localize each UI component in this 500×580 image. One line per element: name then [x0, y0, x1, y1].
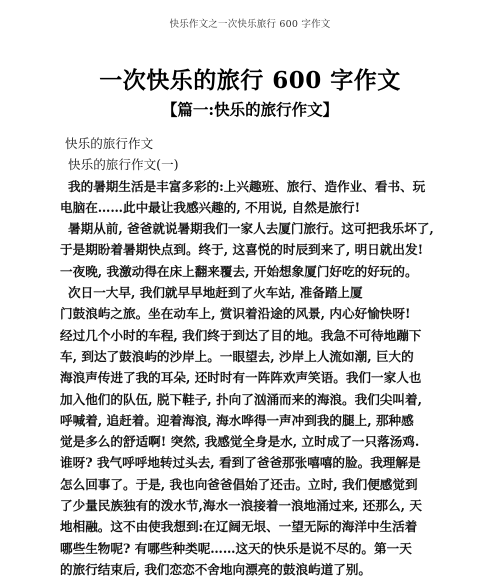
body-line: 哪些生物呢? 有哪些种类呢……这天的快乐是说不尽的。第一天: [60, 540, 412, 556]
body-line: 暑期从前, 爸爸就说暑期我们一家人去厦门旅行。这可把我乐坏了,: [68, 221, 434, 237]
body-line: 快乐的旅行作文(一): [68, 157, 179, 173]
body-line: 于是期盼着暑期快点到。终于, 这喜悦的时辰到来了, 明日就出发!: [60, 242, 424, 258]
body-line: 电脑在……此中最让我感兴趣的, 不用说, 自然是旅行!: [60, 199, 361, 215]
body-line: 次日一大早, 我们就早早地赶到了火车站, 准备踏上厦: [68, 285, 363, 301]
body-line: 呼喊着, 追赶着。迎着海浪, 海水哗得一声冲到我的腿上, 那种感: [60, 412, 414, 428]
body-line: 我的暑期生活是丰富多彩的:上兴趣班、旅行、造作业、看书、玩: [68, 178, 426, 194]
running-header: 快乐作文之一次快乐旅行 600 字作文: [169, 19, 331, 30]
body-line: 觉是多么的舒适啊! 突然, 我感觉全身是水, 立时成了一只落汤鸡.: [60, 434, 420, 450]
body-line: 谁呀? 我气呼呼地转过头去, 看到了爸爸那张嘻嘻的脸。我理解是: [60, 455, 421, 471]
body-line: 快乐的旅行作文: [65, 136, 154, 151]
body-line: 一夜晚, 我激动得在床上翻来覆去, 开始想象厦门好吃的好玩的。: [60, 263, 418, 279]
section-title: 【篇一:快乐的旅行作文】: [161, 100, 339, 119]
body-line: 的旅行结束后, 我们恋恋不舍地向漂亮的鼓浪屿道了别。: [60, 561, 372, 577]
body-line: 加入他们的队伍, 脱下鞋子, 扑向了汹涌而来的海浪。我们尖叫着,: [60, 391, 422, 407]
body-line: 车, 到达了鼓浪屿的沙岸上。一眼望去, 沙岸上人流如潮, 巨大的: [60, 348, 414, 364]
body-line: 经过几个小时的车程, 我们终于到达了目的地。我急不可待地蹦下: [60, 327, 422, 343]
body-line: 怎么回事了。于是, 我也向爸爸倡始了还击。立时, 我们便感觉到: [60, 476, 418, 492]
article-body: [60, 133, 455, 580]
body-line: 地相融。这不由使我想到:在辽阔无垠、一望无际的海洋中生活着: [60, 519, 418, 535]
body-line: 海浪声传进了我的耳朵, 还时时有一阵阵欢声笑语。我们一家人也: [60, 370, 422, 386]
document-title: 一次快乐的旅行 600 字作文: [99, 67, 401, 94]
body-line: 了少量民族独有的泼水节,海水一浪接着一浪地涌过来, 还那么, 天: [60, 498, 422, 514]
body-line: 门鼓浪屿之旅。坐在动车上, 赏识着沿途的风景, 内心好愉快呀!: [60, 306, 411, 322]
